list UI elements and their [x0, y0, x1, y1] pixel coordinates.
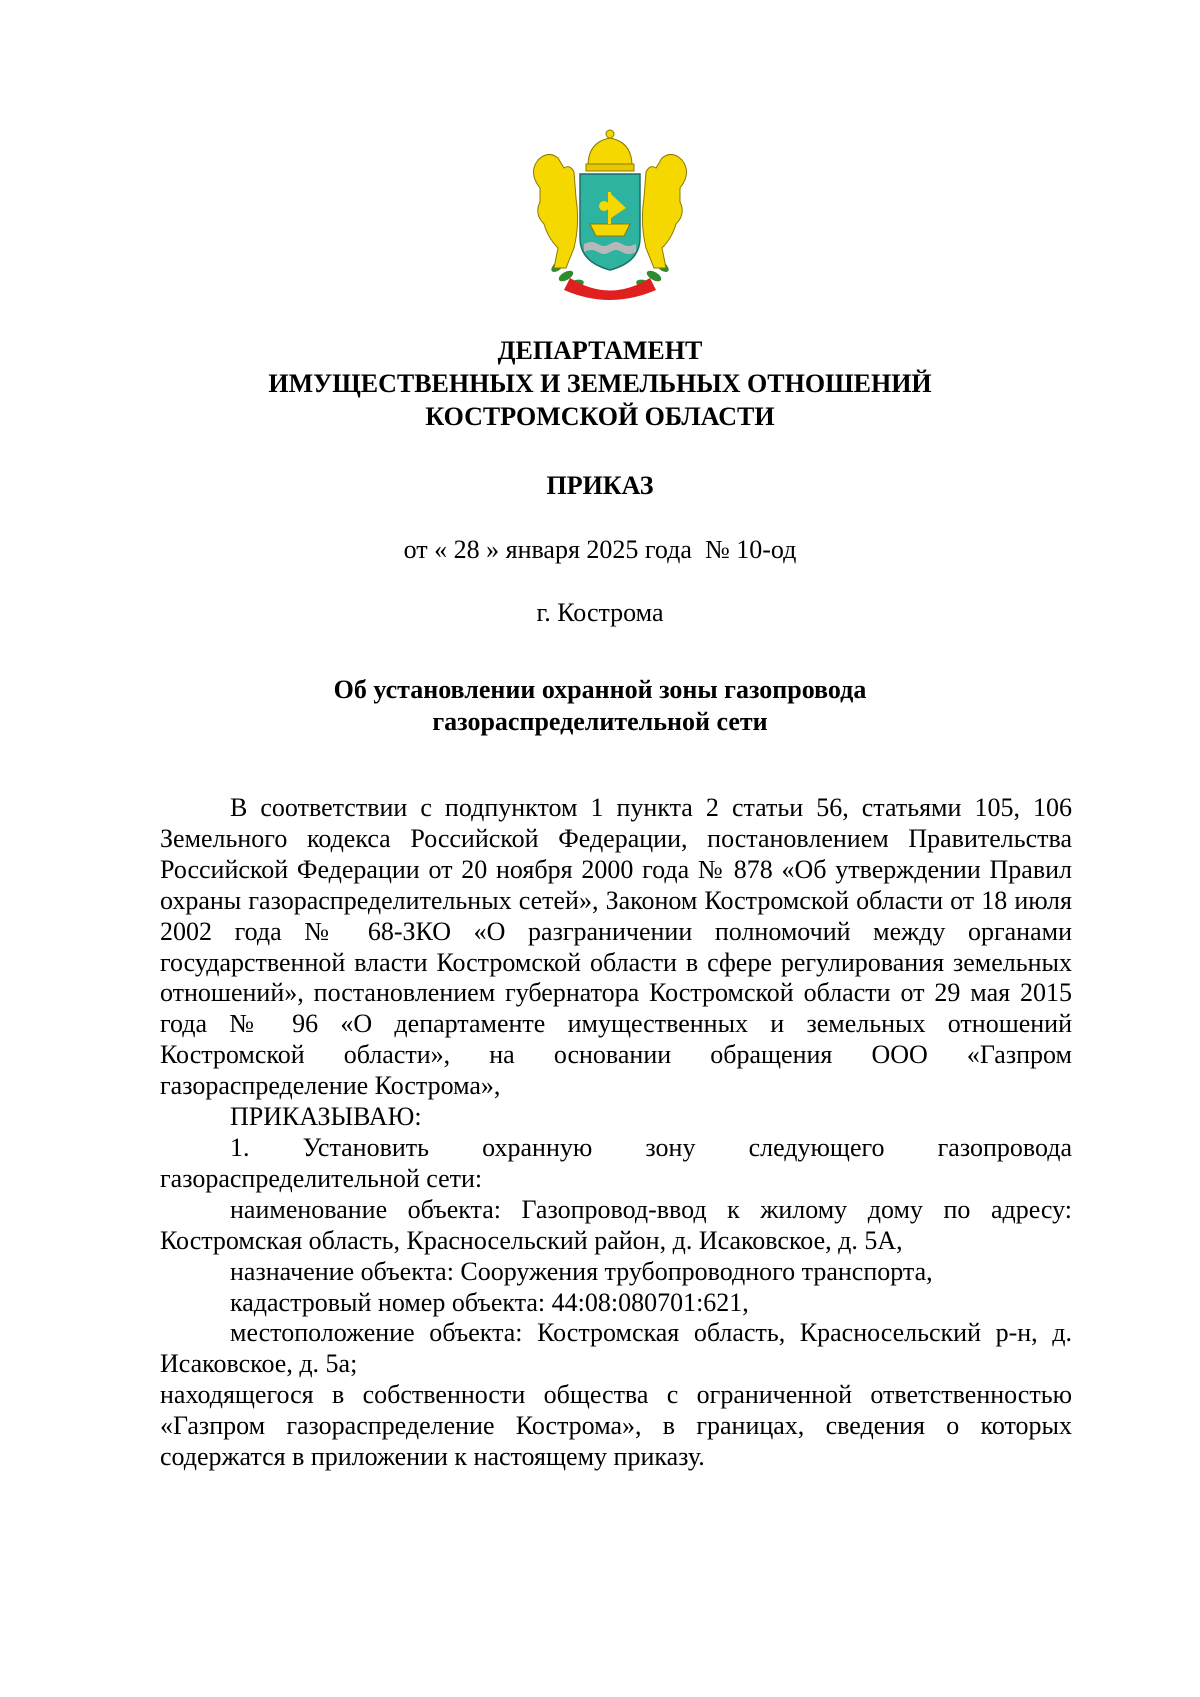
order-body	[160, 793, 1072, 1473]
kostroma-coat-of-arms-icon	[518, 128, 702, 300]
ownership-paragraph: находящегося в собственности общества с ограниченной ответственностью «Газпром газораспределение Кострома», в границах, сведения о которых содержатся в приложении к настоящему приказу.	[160, 1380, 1072, 1472]
department-line-1: ДЕПАРТАМЕНТ	[497, 336, 703, 365]
department-title	[150, 334, 1050, 433]
object-purpose-paragraph: назначение объекта: Сооружения трубопроводного транспорта,	[230, 1256, 933, 1286]
order-date-number: от « 28 » января 2025 года № 10-од	[403, 535, 797, 564]
subject-line-2: газораспределительной сети	[432, 707, 768, 736]
document-type: ПРИКАЗ	[546, 471, 654, 500]
issue-city: г. Кострома	[536, 598, 664, 627]
preamble-paragraph: В соответствии с подпунктом 1 пункта 2 статьи 56, статьями 105, 106 Земельного кодекса Российской Федерации, постановлением Правительства Российской Федерации от 20 ноября 2000 года № 878 «Об утверждении Правил охраны газораспределительных сетей», Законом Костромской области от 18 июля 2002 года № 68-ЗКО «О разграничении полномочий между органами государственной власти Костромской области в сфере регулирования земельных отношений», постановлением губернатора Костромской области от 29 мая 2015 года № 96 «О департаменте имущественных и земельных отношений Костромской области», на основании обращения ООО «Газпром газораспределение Кострома»,	[160, 793, 1072, 1101]
object-name-paragraph: наименование объекта: Газопровод-ввод к жилому дому по адресу: Костромская область, Красносельский район, д. Исаковское, д. 5А,	[160, 1194, 1072, 1255]
department-line-3: КОСТРОМСКОЙ ОБЛАСТИ	[425, 402, 775, 431]
order-keyword: ПРИКАЗЫВАЮ:	[230, 1102, 422, 1132]
subject-line-1: Об установлении охранной зоны газопровода	[333, 675, 867, 704]
department-line-2: ИМУЩЕСТВЕННЫХ И ЗЕМЕЛЬНЫХ ОТНОШЕНИЙ	[268, 369, 932, 398]
order-subject	[150, 674, 1050, 738]
location-paragraph: местоположение объекта: Костромская область, Красносельский р-н, д. Исаковское, д. 5а;	[160, 1318, 1072, 1379]
cadastral-number-paragraph: кадастровый номер объекта: 44:08:080701:621,	[230, 1287, 749, 1317]
item-1-paragraph: 1. Установить охранную зону следующего газопровода газораспределительной сети:	[160, 1132, 1072, 1193]
